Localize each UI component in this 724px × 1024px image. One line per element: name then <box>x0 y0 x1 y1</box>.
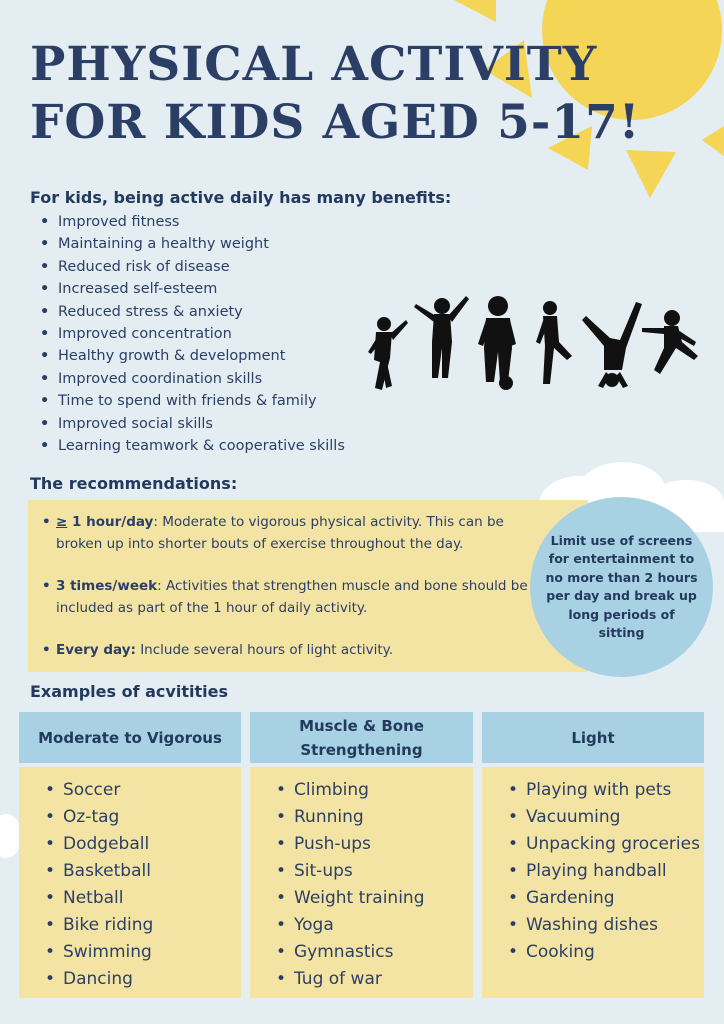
kids-silhouettes-illustration <box>360 290 705 395</box>
list-item: • Swimming <box>45 939 241 966</box>
recommendation-item <box>42 639 531 661</box>
list-item: • Improved concentration <box>40 323 370 345</box>
recommendations-box <box>28 500 588 672</box>
list-item: • Push-ups <box>276 831 473 858</box>
recommendations-heading: The recommendations: <box>30 474 238 493</box>
recommendation-text: Include several hours of light activity. <box>135 642 394 658</box>
bullet: • <box>42 578 51 594</box>
column-header-light <box>482 712 704 763</box>
list-item: • Learning teamwork & cooperative skills <box>40 435 370 457</box>
column-header-moderate <box>19 712 241 763</box>
list-item: • Dodgeball <box>45 831 241 858</box>
list-item: • Gardening <box>508 885 704 912</box>
recommendation-label: 1 hour/day <box>67 514 154 530</box>
activity-list <box>19 767 241 993</box>
activity-list <box>250 767 473 993</box>
title-line-2: FOR KIDS AGED 5-17! <box>30 95 641 150</box>
list-item: • Unpacking groceries <box>508 831 704 858</box>
list-item: • Reduced risk of disease <box>40 256 370 278</box>
column-header-label: Moderate to Vigorous <box>38 728 222 747</box>
silhouette-kid <box>414 296 469 378</box>
column-body-muscle-bone <box>250 767 473 998</box>
column-header-label: Muscle & Bone Strengthening <box>299 716 424 759</box>
screen-time-note-circle <box>530 497 713 677</box>
title-line-1: PHYSICAL ACTIVITY <box>30 37 598 92</box>
list-item: • Cooking <box>508 939 704 966</box>
list-item: • Playing with pets <box>508 777 704 804</box>
list-item: • Healthy growth & development <box>40 345 370 367</box>
recommendation-label: Every day: <box>56 642 136 658</box>
benefits-list <box>40 211 370 457</box>
list-item: • Yoga <box>276 912 473 939</box>
column-header-label: Light <box>571 728 615 747</box>
recommendation-label: 3 times/week <box>56 578 158 594</box>
list-item: • Running <box>276 804 473 831</box>
list-item: • Netball <box>45 885 241 912</box>
recommendation-item <box>42 511 531 555</box>
list-item: • Climbing <box>276 777 473 804</box>
list-item: • Vacuuming <box>508 804 704 831</box>
list-item: • Improved social skills <box>40 413 370 435</box>
recommendation-item <box>42 575 531 619</box>
list-item: • Gymnastics <box>276 939 473 966</box>
bullet: • <box>42 514 51 530</box>
list-item: • Washing dishes <box>508 912 704 939</box>
list-item: • Improved coordination skills <box>40 368 370 390</box>
list-item: • Weight training <box>276 885 473 912</box>
silhouette-kid <box>642 310 698 374</box>
silhouette-kid <box>368 317 408 390</box>
screen-time-note: Limit use of screens for entertainment to no more than 2 hours per day and break up long periods of sitting <box>545 532 698 640</box>
benefits-heading: For kids, being active daily has many benefits: <box>30 188 452 207</box>
list-item: • Playing handball <box>508 858 704 885</box>
column-body-moderate <box>19 767 241 998</box>
list-item: • Dancing <box>45 966 241 993</box>
list-item: • Increased self-esteem <box>40 278 370 300</box>
examples-heading: Examples of acvitities <box>30 682 228 701</box>
list-item: • Time to spend with friends & family <box>40 390 370 412</box>
recommendation-text: : Moderate to vigorous physical activity. This can be broken up into shorter bouts of exercise throughout the day. <box>56 514 504 552</box>
list-item: • Bike riding <box>45 912 241 939</box>
list-item: • Soccer <box>45 777 241 804</box>
column-body-light <box>482 767 704 998</box>
list-item: • Sit-ups <box>276 858 473 885</box>
silhouette-kid <box>582 302 642 388</box>
activity-list <box>482 767 704 966</box>
list-item: • Oz-tag <box>45 804 241 831</box>
list-item: • Reduced stress & anxiety <box>40 301 370 323</box>
list-item: • Basketball <box>45 858 241 885</box>
recommendation-text: : Activities that strengthen muscle and bone should be included as part of the 1 hour of daily activity. <box>56 578 528 616</box>
bullet: • <box>42 642 51 658</box>
list-item: • Improved fitness <box>40 211 370 233</box>
list-item: • Maintaining a healthy weight <box>40 233 370 255</box>
column-header-muscle-bone <box>250 712 473 763</box>
silhouette-kid <box>478 296 516 390</box>
ge-symbol: ≥ <box>56 514 68 530</box>
silhouette-kid <box>536 301 572 384</box>
list-item: • Tug of war <box>276 966 473 993</box>
page-title <box>30 36 650 152</box>
